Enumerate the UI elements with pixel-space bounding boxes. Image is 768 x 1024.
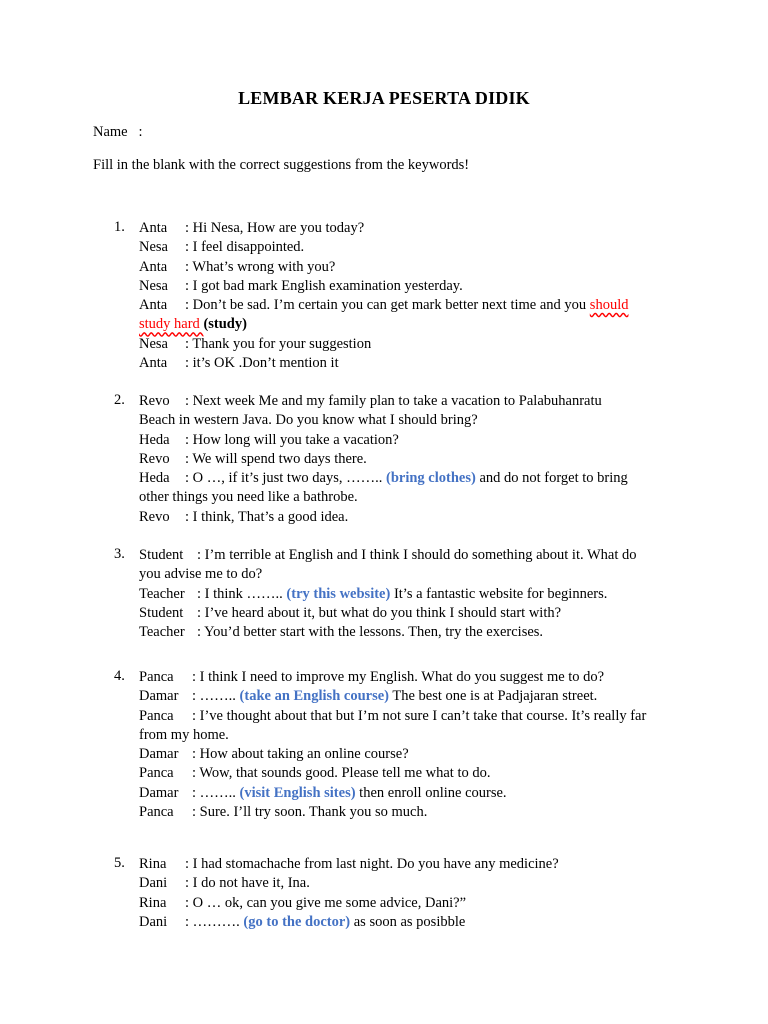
line-text: : Next week Me and my family plan to take a vacation to Palabuhanratu [185, 393, 602, 409]
dialogue-line [139, 315, 674, 334]
line-text: : I feel disappointed. [185, 239, 305, 256]
keyword: (try this website) [286, 585, 391, 602]
speaker-name: Dani [139, 875, 168, 892]
keyword: (go to the doctor) [243, 913, 351, 930]
keyword: (study) [203, 316, 247, 333]
speaker-name: Revo [139, 393, 170, 409]
line-text: : ………. [185, 913, 244, 930]
line-text: you advise me to do? [139, 566, 263, 583]
dialogue-line [139, 335, 674, 354]
item-number: 2. [114, 392, 125, 408]
dialogue-line [139, 431, 674, 450]
dialogue-item-4 [114, 668, 674, 822]
line-text: other things you need like a bathrobe. [139, 489, 358, 506]
dialogue-line [139, 277, 674, 296]
speaker-name: Nesa [139, 335, 168, 352]
answer-text: study hard [139, 316, 204, 333]
name-label: Name : [93, 124, 143, 140]
line-text: : I do not have it, Ina. [185, 875, 310, 892]
line-text: It’s a fantastic website for beginners. [390, 585, 608, 602]
line-text: : You’d better start with the lessons. Then, try the exercises. [197, 624, 544, 641]
line-text: : I had stomachache from last night. Do you have any medicine? [185, 856, 559, 872]
answer-text: should [589, 297, 629, 314]
speaker-name: Dani [139, 913, 168, 930]
speaker-name: Anta [139, 355, 168, 372]
dialogue-item-3 [114, 546, 674, 642]
dialogue-line [139, 913, 674, 932]
item-number: 1. [114, 219, 125, 235]
line-text: : it’s OK .Don’t mention it [185, 355, 339, 372]
line-text: : I’m terrible at English and I think I should do something about it. What do [197, 547, 637, 563]
speaker-name: Heda [139, 431, 170, 448]
line-text: : What’s wrong with you? [185, 258, 336, 275]
speaker-name: Panca [139, 707, 174, 724]
line-text: : I’ve heard about it, but what do you think I should start with? [197, 604, 562, 621]
speaker-name: Nesa [139, 277, 168, 294]
line-text: Beach in western Java. Do you know what I should bring? [139, 412, 478, 429]
line-text: : We will spend two days there. [185, 450, 367, 467]
dialogue-line [139, 488, 674, 507]
dialogue-line [139, 726, 674, 745]
line-text: : I think, That’s a good idea. [185, 508, 349, 525]
speaker-name: Damar [139, 688, 179, 705]
speaker-name: Rina [139, 856, 167, 872]
speaker-name: Panca [139, 804, 174, 821]
dialogue-line [139, 565, 674, 584]
dialogue-line [139, 508, 674, 527]
line-text: : Thank you for your suggestion [185, 335, 372, 352]
keyword: (take an English course) [239, 688, 389, 705]
line-text: : Sure. I’ll try soon. Thank you so much. [192, 804, 428, 821]
dialogue-line [139, 855, 674, 874]
speaker-name: Panca [139, 669, 174, 685]
item-number: 3. [114, 546, 125, 562]
speaker-name: Panca [139, 765, 174, 782]
speaker-name: Heda [139, 470, 170, 487]
line-text: from my home. [139, 726, 229, 743]
dialogue-line [139, 764, 674, 783]
dialogue-line [139, 450, 674, 469]
dialogue-item-1 [114, 219, 674, 373]
line-text: : How about taking an online course? [192, 746, 409, 763]
line-text: : How long will you take a vacation? [185, 431, 399, 448]
dialogue-line [139, 585, 674, 604]
speaker-name: Revo [139, 450, 170, 467]
item-number: 5. [114, 855, 125, 871]
line-text: and do not forget to bring [475, 470, 628, 487]
dialogue-line [139, 469, 674, 488]
instruction-text: Fill in the blank with the correct suggestions from the keywords! [93, 157, 470, 173]
line-text: : O … ok, can you give me some advice, Dani?” [185, 894, 467, 911]
dialogue-item-5 [114, 855, 674, 932]
dialogue-line [139, 745, 674, 764]
page-title: LEMBAR KERJA PESERTA DIDIK [238, 88, 530, 108]
dialogue-line [139, 623, 674, 642]
dialogue-line [139, 354, 674, 373]
dialogue-line [139, 219, 674, 238]
item-number: 4. [114, 668, 125, 684]
dialogue-item-2 [114, 392, 674, 527]
line-text: : …….. [192, 688, 240, 705]
keyword: (bring clothes) [386, 470, 476, 487]
line-text: The best one is at Padjajaran street. [388, 688, 598, 705]
line-text: then enroll online course. [355, 784, 507, 801]
dialogue-line [139, 894, 674, 913]
speaker-name: Revo [139, 508, 170, 525]
line-text: : …….. [192, 784, 240, 801]
speaker-name: Teacher [139, 624, 185, 641]
speaker-name: Anta [139, 258, 168, 275]
line-text: : I’ve thought about that but I’m not sure I can’t take that course. It’s really far [192, 707, 647, 724]
speaker-name: Anta [139, 220, 168, 236]
dialogue-line [139, 411, 674, 430]
dialogue-line [139, 668, 674, 687]
dialogue-line [139, 296, 674, 315]
dialogue-line [139, 238, 674, 257]
speaker-name: Nesa [139, 239, 168, 256]
line-text: : Don’t be sad. I’m certain you can get mark better next time and you [185, 297, 590, 314]
line-text: : I got bad mark English examination yesterday. [185, 277, 463, 294]
dialogue-line [139, 784, 674, 803]
speaker-name: Teacher [139, 585, 185, 602]
dialogue-line [139, 874, 674, 893]
line-text: : Hi Nesa, How are you today? [185, 220, 365, 236]
speaker-name: Student [139, 604, 184, 621]
line-text: as soon as posibble [350, 913, 466, 930]
line-text: : Wow, that sounds good. Please tell me what to do. [192, 765, 491, 782]
dialogue-line [139, 687, 674, 706]
speaker-name: Anta [139, 297, 168, 314]
dialogue-line [139, 258, 674, 277]
line-text: : I think …….. [197, 585, 287, 602]
line-text: : I think I need to improve my English. What do you suggest me to do? [192, 669, 605, 685]
dialogue-line [139, 803, 674, 822]
speaker-name: Damar [139, 746, 179, 763]
dialogue-line [139, 707, 674, 726]
speaker-name: Damar [139, 784, 179, 801]
dialogue-line [139, 392, 674, 411]
keyword: (visit English sites) [239, 784, 356, 801]
speaker-name: Rina [139, 894, 167, 911]
dialogue-line [139, 546, 674, 565]
speaker-name: Student [139, 547, 184, 563]
dialogue-line [139, 604, 674, 623]
line-text: : O …, if it’s just two days, …….. [185, 470, 386, 487]
